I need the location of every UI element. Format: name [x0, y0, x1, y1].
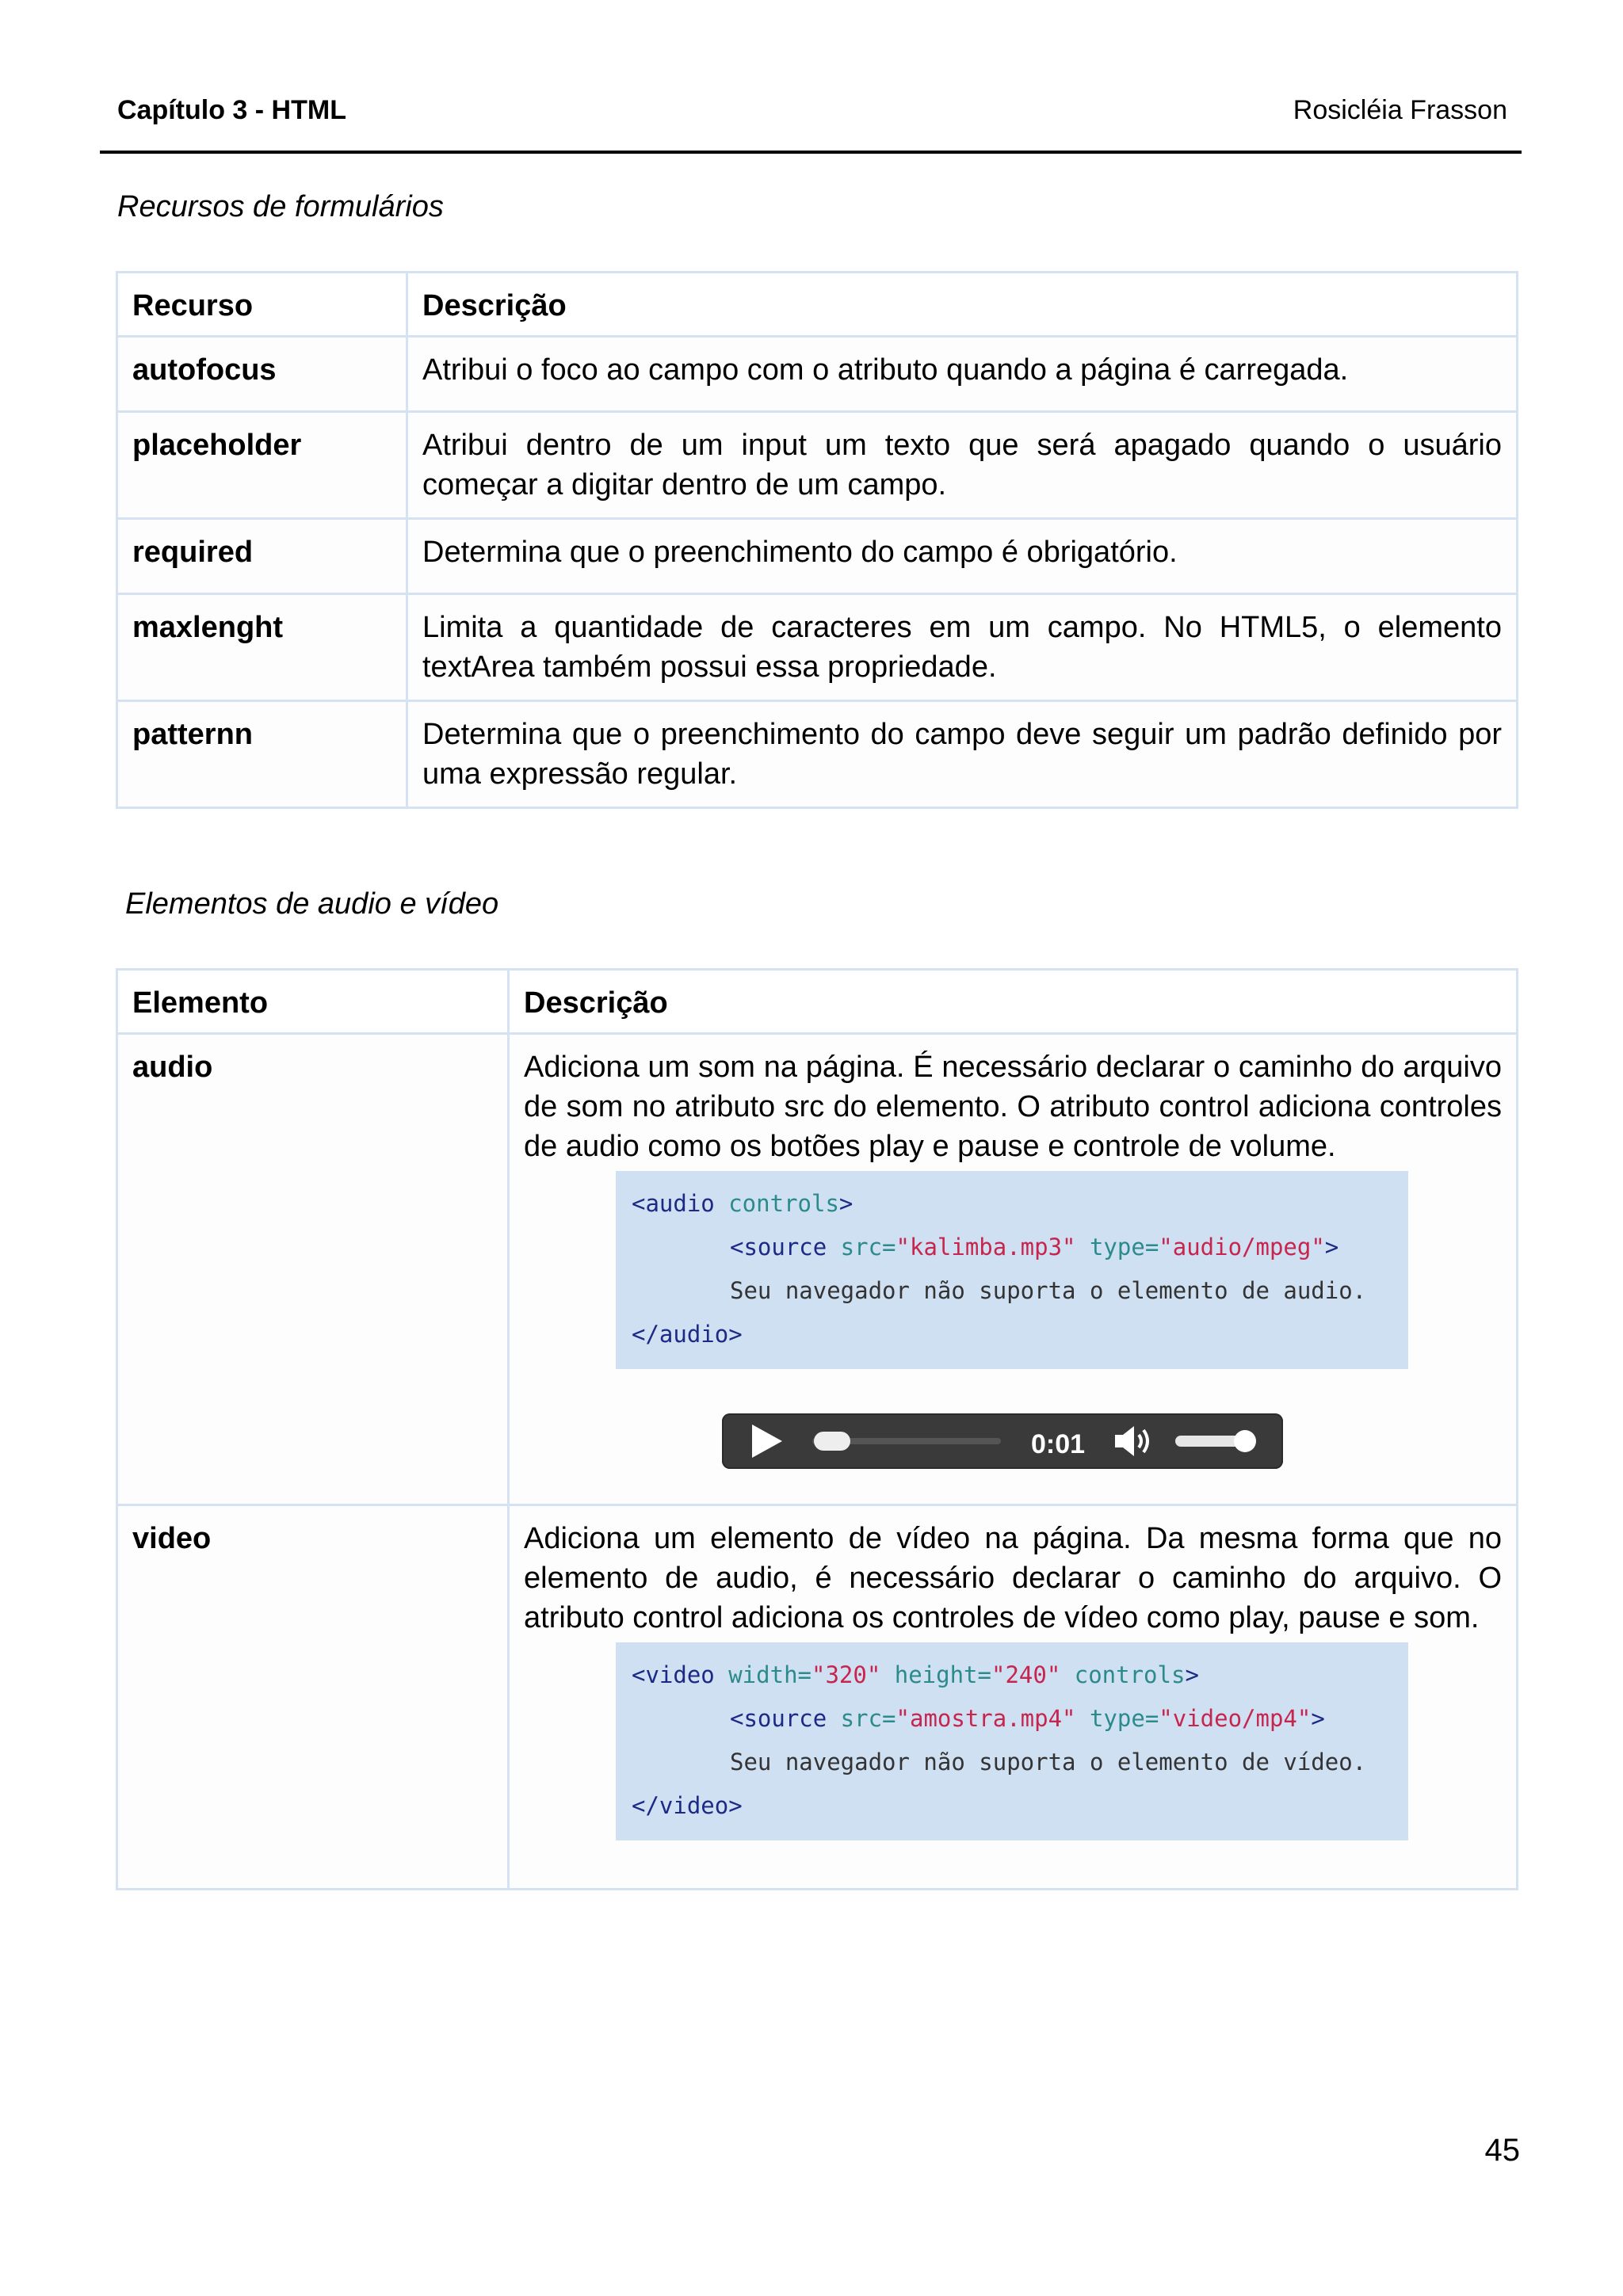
code-line: Seu navegador não suporta o elemento de audio.: [730, 1277, 1367, 1304]
page-header: [100, 0, 1522, 154]
section-title-audio-video: Elementos de audio e vídeo: [125, 887, 499, 921]
feature-name: maxlenght: [117, 594, 407, 701]
column-header: Descrição: [509, 970, 1518, 1034]
element-description-cell: [509, 1034, 1518, 1505]
column-header: Recurso: [117, 273, 407, 337]
element-description: Adiciona um elemento de vídeo na página. Da mesma forma que no elemento de audio, é necessário declarar o caminho do arquivo. O atributo control adiciona os controles de vídeo como play, pause e som.: [524, 1522, 1502, 1634]
code-token: <source: [730, 1234, 827, 1261]
element-name: video: [117, 1505, 509, 1890]
feature-name: required: [117, 519, 407, 594]
code-token: >: [1311, 1705, 1325, 1732]
time-display: 0:01: [1031, 1429, 1086, 1459]
code-line: [632, 1653, 1392, 1697]
feature-description: Determina que o preenchimento do campo deve seguir um padrão definido por uma expressão regular.: [407, 701, 1518, 808]
column-header: Elemento: [117, 970, 509, 1034]
code-token: "video/mp4": [1159, 1705, 1312, 1732]
code-token: >: [1185, 1661, 1199, 1688]
element-description-cell: [509, 1505, 1518, 1890]
code-token: height=: [880, 1661, 991, 1688]
code-line: </video>: [632, 1792, 743, 1819]
code-token: "320": [811, 1661, 881, 1688]
code-token: controls: [714, 1190, 839, 1217]
code-token: src=: [827, 1705, 896, 1732]
form-features-table: [116, 271, 1518, 809]
code-token: >: [1324, 1234, 1339, 1261]
table-row: [117, 519, 1518, 594]
progress-handle[interactable]: [814, 1432, 850, 1451]
element-name: audio: [117, 1034, 509, 1505]
code-token: <audio: [632, 1190, 715, 1217]
feature-name: patternn: [117, 701, 407, 808]
code-token: src=: [827, 1234, 896, 1261]
code-line: Seu navegador não suporta o elemento de vídeo.: [730, 1749, 1367, 1775]
table-row: [117, 701, 1518, 808]
table-row: [117, 337, 1518, 412]
code-token: >: [838, 1190, 854, 1217]
feature-description: Limita a quantidade de caracteres em um campo. No HTML5, o elemento textArea também possui essa propriedade.: [407, 594, 1518, 701]
column-header: Descrição: [407, 273, 1518, 337]
code-token: type=: [1075, 1234, 1159, 1261]
chapter-title: Capítulo 3 - HTML: [117, 95, 346, 125]
code-token: "audio/mpeg": [1159, 1234, 1325, 1261]
page-number: 45: [1484, 2133, 1520, 2168]
code-line: </audio>: [632, 1321, 743, 1348]
table-header-row: [117, 970, 1518, 1034]
code-token: controls: [1060, 1661, 1186, 1688]
volume-handle[interactable]: [1234, 1430, 1256, 1452]
feature-name: autofocus: [117, 337, 407, 412]
audio-code-block: [616, 1171, 1408, 1369]
code-token: <video: [632, 1661, 715, 1688]
code-token: <source: [730, 1705, 827, 1732]
table-row: [117, 412, 1518, 519]
table-row: [117, 594, 1518, 701]
play-icon[interactable]: [752, 1425, 782, 1458]
audio-video-table: [116, 968, 1518, 1890]
code-token: type=: [1075, 1705, 1159, 1732]
feature-description: Atribui o foco ao campo com o atributo quando a página é carregada.: [407, 337, 1518, 412]
code-token: "240": [991, 1661, 1061, 1688]
table-header-row: [117, 273, 1518, 337]
code-line: [632, 1226, 1392, 1269]
video-code-block: [616, 1642, 1408, 1840]
code-line: [632, 1182, 1392, 1226]
table-row: [117, 1034, 1518, 1505]
feature-description: Determina que o preenchimento do campo é obrigatório.: [407, 519, 1518, 594]
section-title-form-features: Recursos de formulários: [117, 190, 444, 223]
author-name: Rosicléia Frasson: [1293, 95, 1507, 125]
table-row: [117, 1505, 1518, 1890]
code-token: width=: [714, 1661, 812, 1688]
audio-player: [722, 1413, 1283, 1469]
volume-icon[interactable]: [1112, 1423, 1159, 1459]
feature-name: placeholder: [117, 412, 407, 519]
code-token: "amostra.mp4": [896, 1705, 1076, 1732]
feature-description: Atribui dentro de um input um texto que será apagado quando o usuário começar a digitar dentro de um campo.: [407, 412, 1518, 519]
code-token: "kalimba.mp3": [896, 1234, 1076, 1261]
element-description: Adiciona um som na página. É necessário declarar o caminho do arquivo de som no atributo src do elemento. O atributo control adiciona controles de audio como os botões play e pause e controle de volume.: [524, 1051, 1502, 1163]
code-line: [632, 1697, 1392, 1741]
